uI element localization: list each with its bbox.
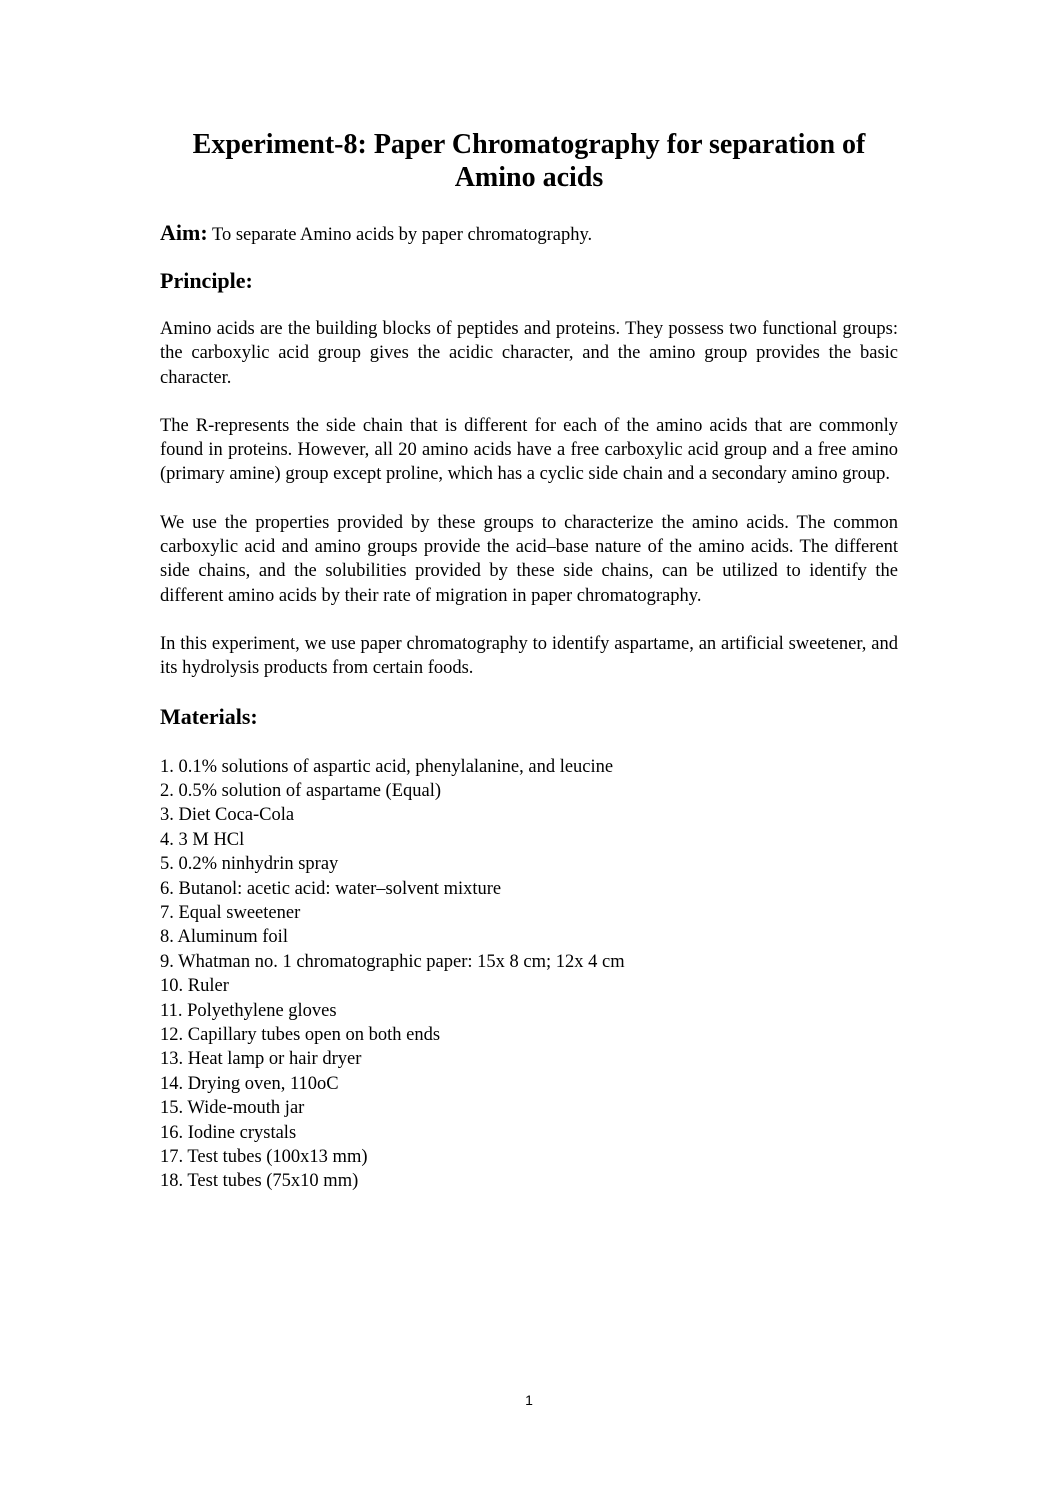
material-item: 17. Test tubes (100x13 mm) xyxy=(160,1147,368,1168)
materials-heading: Materials: xyxy=(160,703,258,729)
principle-paragraph-2: The R-represents the side chain that is different for each of the amino acids that are commonly found in proteins. However, all 20 amino acids have a free carboxylic acid group and a free amino (primary amine) group except proline, which has a cyclic side chain and a secondary amino group. xyxy=(160,415,898,485)
title-line-2: Amino acids xyxy=(454,162,604,193)
material-item: 18. Test tubes (75x10 mm) xyxy=(160,1171,359,1192)
material-item: 3. Diet Coca-Cola xyxy=(160,805,295,826)
principle-paragraph-4: In this experiment, we use paper chromatography to identify aspartame, an artificial sweetener, and its hydrolysis products from certain foods. xyxy=(160,633,898,679)
material-item: 2. 0.5% solution of aspartame (Equal) xyxy=(160,780,442,801)
principle-heading: Principle: xyxy=(160,268,253,293)
material-item: 4. 3 M HCl xyxy=(160,829,245,850)
material-item: 12. Capillary tubes open on both ends xyxy=(160,1025,441,1046)
page-number: 1 xyxy=(525,1392,533,1408)
material-item: 10. Ruler xyxy=(160,976,229,997)
material-item: 8. Aluminum foil xyxy=(160,927,288,948)
material-item: 7. Equal sweetener xyxy=(160,903,301,923)
material-item: 6. Butanol: acetic acid: water–solvent mixture xyxy=(160,878,502,899)
principle-paragraph-3: We use the properties provided by these groups to characterize the amino acids. The common carboxylic acid and amino groups provide the acid–base nature of the amino acids. The different side chains, and the solubilities provided by these side chains, can be utilized to identify the different amino acids by their rate of migration in paper chromatography. xyxy=(160,512,898,606)
material-item: 14. Drying oven, 110oC xyxy=(160,1073,339,1094)
material-item: 13. Heat lamp or hair dryer xyxy=(160,1049,362,1070)
document-page xyxy=(160,128,898,1194)
aim-section xyxy=(160,221,898,247)
material-item: 15. Wide-mouth jar xyxy=(160,1098,305,1119)
aim-text: To separate Amino acids by paper chromatography. xyxy=(207,225,593,245)
materials-list xyxy=(160,755,898,1194)
title-line-1: Experiment-8: Paper Chromatography for separation of xyxy=(192,129,866,160)
material-item: 5. 0.2% ninhydrin spray xyxy=(160,854,339,875)
material-item: 1. 0.1% solutions of aspartic acid, phenylalanine, and leucine xyxy=(160,756,614,777)
material-item: 16. Iodine crystals xyxy=(160,1122,297,1143)
material-item: 11. Polyethylene gloves xyxy=(160,1000,337,1021)
aim-label: Aim: xyxy=(160,220,208,245)
document-title xyxy=(160,128,898,194)
principle-paragraph-1: Amino acids are the building blocks of peptides and proteins. They possess two functional groups: the carboxylic acid group gives the acidic character, and the amino group provides the basic character. xyxy=(160,319,898,388)
material-item: 9. Whatman no. 1 chromatographic paper: 15x 8 cm; 12x 4 cm xyxy=(160,951,625,972)
